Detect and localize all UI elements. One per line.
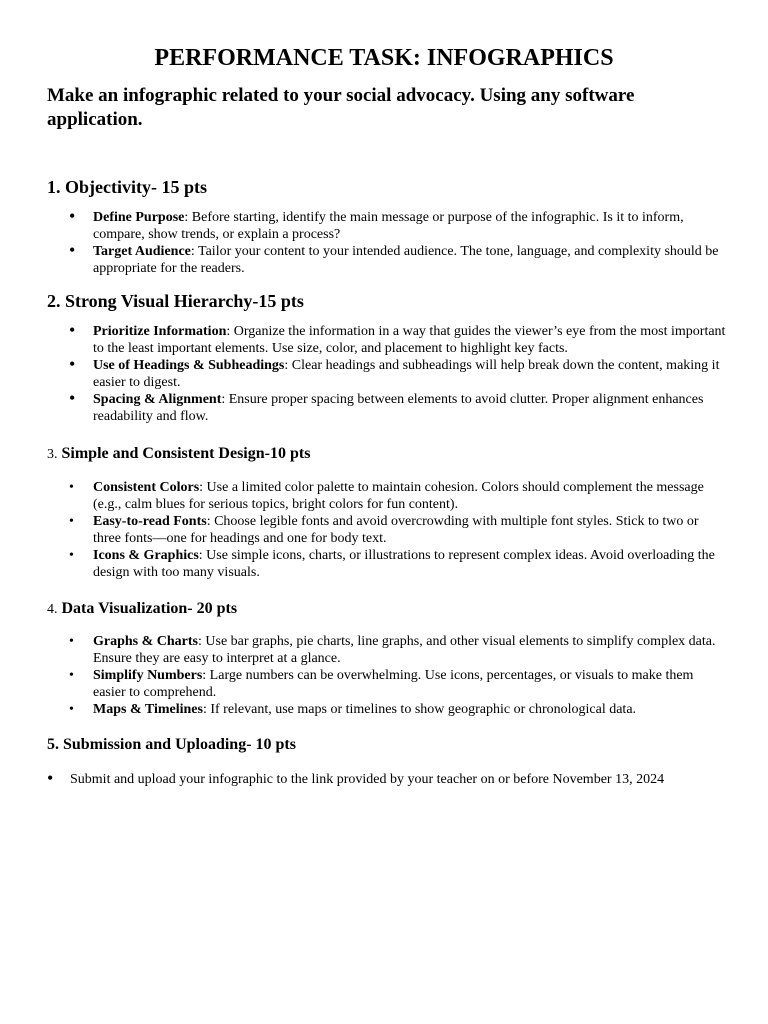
section-4-list	[47, 633, 727, 718]
section-5-list	[47, 768, 727, 788]
item-text: : Choose legible fonts and avoid overcrowding with multiple font styles. Stick to two or three fonts—one for headings and one for body text.	[93, 514, 699, 546]
item-text: : Before starting, identify the main message or purpose of the infographic. Is it to inform, compare, show trends, or explain a process?	[93, 210, 684, 242]
section-3-number: 3.	[47, 447, 58, 462]
list-item	[47, 667, 727, 701]
bullet-icon: •	[69, 240, 76, 260]
list-item	[47, 768, 727, 788]
section-2-list	[47, 320, 727, 425]
section-4-heading	[47, 597, 737, 622]
bullet-icon: •	[69, 480, 74, 495]
list-item	[47, 354, 727, 391]
item-term: Maps & Timelines	[93, 702, 203, 717]
item-text: : If relevant, use maps or timelines to show geographic or chronological data.	[202, 702, 637, 717]
item-text: Submit and upload your infographic to the link provided by your teacher on or before November 13, 2024	[70, 772, 665, 787]
section-1-list	[47, 206, 727, 277]
page-title: PERFORMANCE TASK: INFOGRAPHICS	[154, 45, 614, 71]
item-text: : Use bar graphs, pie charts, line graphs, and other visual elements to simplify complex data. Ensure they are easy to interpret at a glance.	[93, 634, 716, 666]
bullet-icon: •	[69, 206, 76, 226]
list-item	[47, 388, 727, 425]
section-2-heading	[47, 289, 737, 313]
section-2-number: 2.	[47, 291, 61, 311]
item-term: Consistent Colors	[93, 480, 200, 495]
bullet-icon: •	[69, 634, 74, 649]
item-term: Define Purpose	[93, 210, 185, 225]
item-term: Spacing & Alignment	[93, 392, 222, 407]
list-item	[47, 206, 727, 243]
list-item	[47, 240, 727, 277]
list-item	[47, 320, 727, 357]
list-item	[47, 479, 727, 513]
item-text: : Ensure proper spacing between elements to avoid clutter. Proper alignment enhances readability and flow.	[93, 392, 704, 424]
section-5-heading	[47, 733, 737, 757]
item-text: : Tailor your content to your intended audience. The tone, language, and complexity should be appropriate for the readers.	[93, 244, 719, 276]
section-1-number: 1.	[47, 177, 61, 197]
section-4-title: Data Visualization- 20 pts	[61, 600, 238, 617]
section-5-number: 5.	[47, 736, 59, 753]
item-term: Easy-to-read Fonts	[93, 514, 207, 529]
section-4-number: 4.	[47, 602, 58, 617]
bullet-icon: •	[69, 702, 74, 717]
section-1-title: Objectivity- 15 pts	[65, 177, 207, 197]
item-term: Icons & Graphics	[93, 548, 199, 563]
item-text: : Organize the information in a way that guides the viewer’s eye from the most important to the least important elements. Use size, color, and placement to highlight key facts.	[93, 324, 726, 356]
intro-instruction: Make an infographic related to your social advocacy. Using any software application.	[47, 85, 635, 130]
bullet-icon: •	[69, 388, 76, 408]
item-term: Target Audience	[93, 244, 191, 259]
section-3-list	[47, 479, 727, 581]
item-text: : Clear headings and subheadings will help break down the content, making it easier to digest.	[93, 358, 720, 390]
section-2-title: Strong Visual Hierarchy-15 pts	[65, 291, 304, 311]
bullet-icon: •	[69, 320, 76, 340]
bullet-icon: •	[69, 514, 74, 529]
item-term: Prioritize Information	[93, 324, 227, 339]
list-item	[47, 701, 727, 718]
list-item	[47, 547, 727, 581]
bullet-icon: •	[69, 668, 74, 683]
section-5-title: Submission and Uploading- 10 pts	[63, 736, 296, 753]
section-3-title: Simple and Consistent Design-10 pts	[61, 445, 311, 462]
bullet-icon: •	[69, 354, 76, 374]
item-text: : Use a limited color palette to maintain cohesion. Colors should complement the message (e.g., calm blues for serious topics, bright colors for fun content).	[93, 480, 704, 512]
bullet-icon: •	[69, 548, 74, 563]
item-text: : Use simple icons, charts, or illustrations to represent complex ideas. Avoid overloading the design with too many visuals.	[93, 548, 715, 580]
list-item	[47, 513, 727, 547]
item-term: Simplify Numbers	[93, 668, 203, 683]
item-text: : Large numbers can be overwhelming. Use icons, percentages, or visuals to make them easier to comprehend.	[93, 668, 694, 700]
item-term: Use of Headings & Subheadings	[93, 358, 285, 373]
section-1-heading	[47, 175, 737, 199]
item-term: Graphs & Charts	[93, 634, 199, 649]
list-item	[47, 633, 727, 667]
section-3-heading	[47, 442, 737, 467]
bullet-icon: •	[47, 768, 54, 788]
